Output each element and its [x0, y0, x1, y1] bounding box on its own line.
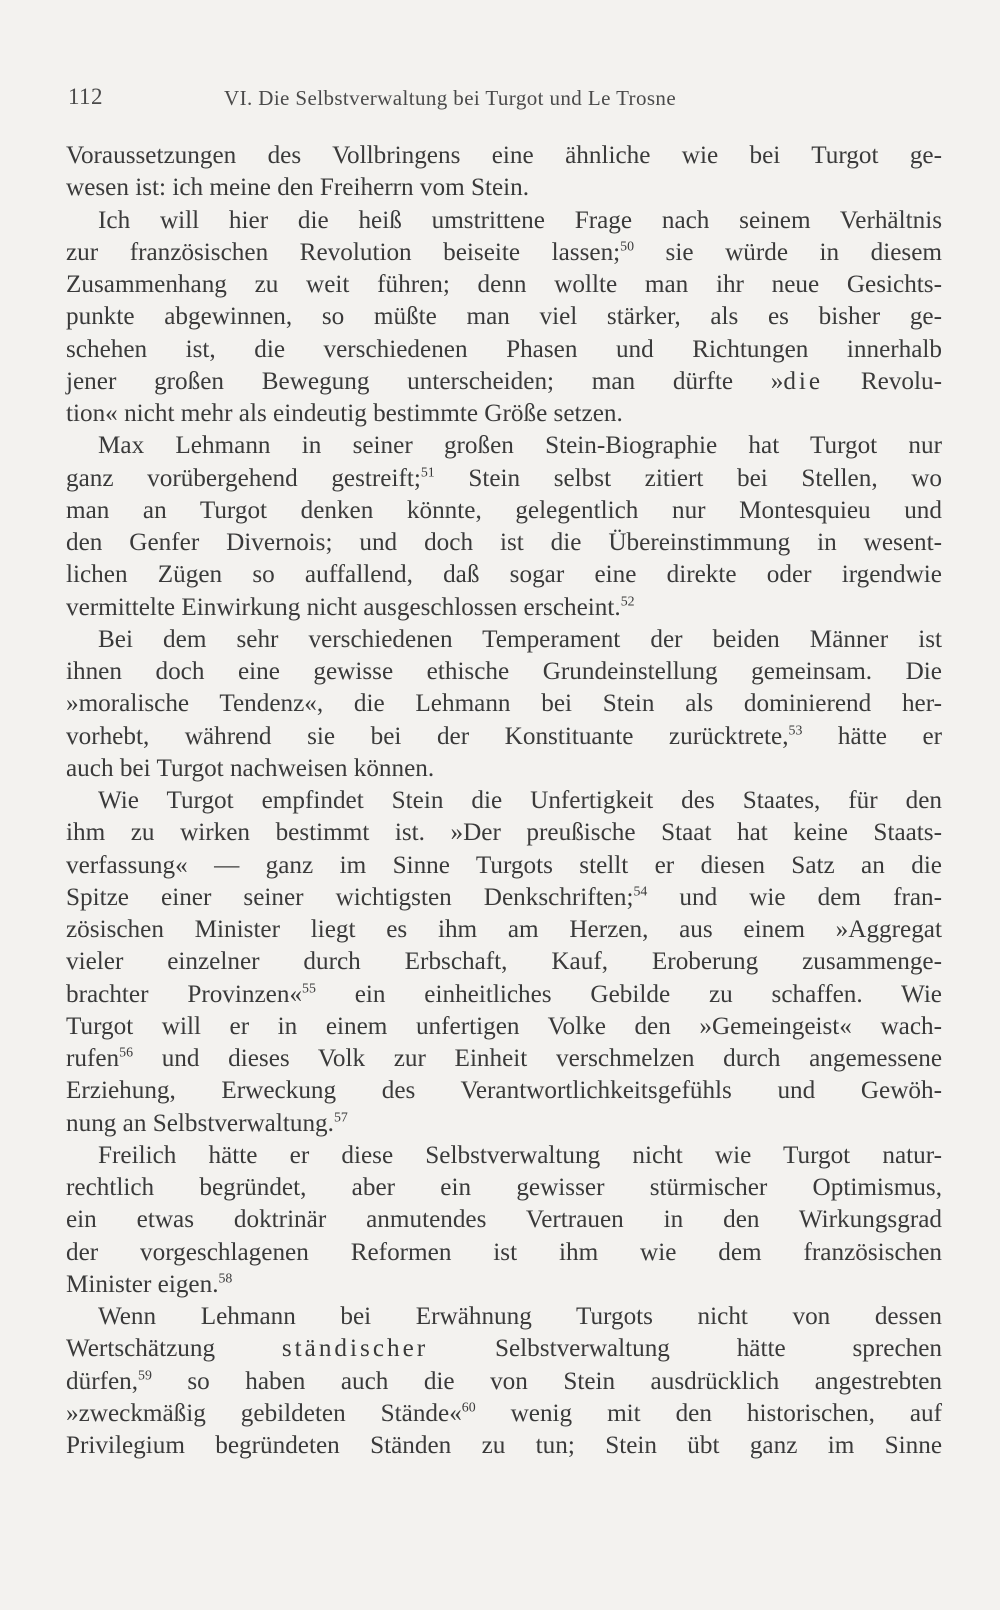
line-text: auch bei Turgot nachweisen können. — [66, 754, 435, 782]
line-text: Zusammenhang zu weit führen; denn wollte man ihr neue Gesichts- — [66, 271, 942, 298]
line-text: ihnen doch eine gewisse ethische Grundeinstellung gemeinsam. Die — [66, 658, 942, 685]
line-text: Wie Turgot empfindet Stein die Unfertigkeit des Staates, für den — [98, 787, 942, 814]
text-line — [66, 430, 942, 462]
footnote-ref: 58 — [218, 1270, 233, 1286]
line-text: ihm zu wirken bestimmt ist. »Der preußische Staat hat keine Staats- — [66, 819, 942, 847]
line-text: wesen ist: ich meine den Freiherrn vom Stein. — [66, 174, 530, 202]
line-text: sie würde in diesem — [634, 238, 942, 266]
text-line — [66, 753, 942, 785]
line-text: zösischen Minister liegt es ihm am Herzen, aus einem »Aggregat — [66, 916, 942, 943]
text-line — [66, 398, 942, 430]
line-text: den Genfer Divernois; und doch ist die Übereinstimmung in wesent- — [66, 529, 942, 556]
text-line — [66, 237, 942, 269]
text-line — [66, 269, 942, 301]
text-line — [66, 1108, 942, 1140]
line-text: Spitze einer seiner wichtigsten Denkschriften; — [66, 883, 634, 911]
text-line — [66, 1204, 942, 1236]
footnote-ref: 51 — [420, 463, 435, 479]
line-text: Minister eigen. — [66, 1270, 219, 1298]
line-text: und wie dem fran- — [647, 883, 943, 911]
text-line — [66, 882, 942, 914]
line-text: »moralische Tendenz«, die Lehmann bei Stein als dominierend her- — [66, 690, 942, 718]
line-text: wenig mit den historischen, auf — [475, 1399, 942, 1427]
line-text: Privilegium begründeten Ständen zu tun; Stein übt ganz im Sinne — [66, 1432, 942, 1459]
text-line — [66, 172, 942, 204]
line-text: verfassung« — ganz im Sinne Turgots stellt er diesen Satz an die — [66, 851, 942, 879]
line-text: Bei dem sehr verschiedenen Temperament der beiden Männer ist — [98, 625, 942, 653]
text-line — [66, 624, 942, 656]
text-line — [66, 301, 942, 333]
text-line — [66, 205, 942, 237]
line-text: ein etwas doktrinär anmutendes Vertrauen in den Wirkungsgrad — [66, 1206, 942, 1234]
text-line — [66, 946, 942, 978]
footnote-ref: 53 — [788, 721, 803, 737]
text-line — [66, 1011, 942, 1043]
line-text: Max Lehmann in seiner großen Stein-Biographie hat Turgot nur — [98, 432, 942, 460]
text-line — [66, 979, 942, 1011]
line-text: Wertschätzung — [66, 1335, 282, 1363]
text-line — [66, 592, 942, 624]
text-line — [66, 1237, 942, 1269]
text-line — [66, 1430, 942, 1462]
line-text: vermittelte Einwirkung nicht ausgeschlossen erscheint. — [66, 593, 621, 621]
running-title: VI. Die Selbstverwaltung bei Turgot und Le Trosne — [224, 86, 677, 110]
line-text: ganz vorübergehend gestreift; — [66, 464, 421, 492]
text-line — [66, 688, 942, 720]
line-text: Wenn Lehmann bei Erwähnung Turgots nicht von dessen — [98, 1303, 942, 1330]
page-number: 112 — [68, 84, 103, 109]
footnote-ref: 59 — [138, 1366, 152, 1382]
text-line — [66, 1269, 942, 1301]
line-text: rufen — [66, 1045, 120, 1072]
footnote-ref: 57 — [333, 1108, 348, 1124]
text-line — [66, 1366, 942, 1398]
text-line — [66, 559, 942, 591]
line-text: vorhebt, während sie bei der Konstituante zurücktrete, — [66, 722, 789, 750]
line-text: so haben auch die von Stein ausdrücklich angestrebten — [151, 1367, 942, 1395]
text-line — [66, 656, 942, 688]
line-text: Turgot will er in einem unfertigen Volke den »Gemeingeist« wach- — [66, 1012, 942, 1040]
line-text: der vorgeschlagenen Reformen ist ihm wie dem französischen — [66, 1238, 942, 1266]
line-text: Freilich hätte er diese Selbstverwaltung nicht wie Turgot natur- — [98, 1141, 942, 1169]
line-text: tion« nicht mehr als eindeutig bestimmte Größe setzen. — [66, 400, 623, 427]
line-text: Voraussetzungen des Vollbringens eine ähnliche wie bei Turgot ge- — [66, 142, 942, 169]
text-line — [66, 817, 942, 849]
footnote-ref: 50 — [620, 238, 635, 254]
text-line — [66, 1398, 942, 1430]
footnote-ref: 55 — [302, 979, 316, 995]
line-text: und dieses Volk zur Einheit verschmelzen durch angemessene — [133, 1045, 942, 1072]
text-line — [66, 140, 942, 172]
line-text: vieler einzelner durch Erbschaft, Kauf, Eroberung zusammenge- — [66, 948, 942, 976]
line-text: jener großen Bewegung unterscheiden; man dürfte » — [66, 367, 784, 395]
text-line — [66, 1043, 942, 1075]
text-line — [66, 785, 942, 817]
line-text: ein einheitliches Gebilde zu schaffen. Wie — [315, 980, 942, 1008]
line-text: lichen Zügen so auffallend, daß sogar eine direkte oder irgendwie — [66, 561, 942, 589]
line-text: schehen ist, die verschiedenen Phasen und Richtungen innerhalb — [66, 335, 942, 363]
body-text — [66, 140, 942, 1462]
line-text: hätte er — [802, 722, 943, 750]
text-line — [66, 366, 942, 398]
line-text: dürfen, — [66, 1367, 139, 1395]
text-line — [66, 721, 942, 753]
text-line — [66, 527, 942, 559]
line-text: punkte abgewinnen, so müßte man viel stärker, als es bisher ge- — [66, 303, 942, 331]
text-line — [66, 1333, 942, 1365]
text-line — [66, 1172, 942, 1204]
line-text: man an Turgot denken könnte, gelegentlich nur Montesquieu und — [66, 496, 942, 524]
text-line — [66, 1075, 942, 1107]
line-text: nung an Selbstverwaltung. — [66, 1109, 334, 1137]
footnote-ref: 54 — [633, 883, 648, 899]
text-line — [66, 495, 942, 527]
text-line — [66, 850, 942, 882]
footnote-ref: 52 — [620, 592, 635, 608]
line-text: »zweckmäßig gebildeten Stände« — [66, 1399, 462, 1427]
text-line — [66, 334, 942, 366]
text-line — [66, 1140, 942, 1172]
line-text: Erziehung, Erweckung des Verantwortlichkeitsgefühls und Gewöh- — [66, 1077, 942, 1105]
text-line — [66, 914, 942, 946]
line-text: Revolu- — [823, 367, 942, 395]
line-text: rechtlich begründet, aber ein gewisser stürmischer Optimismus, — [66, 1174, 942, 1201]
line-text: Selbstverwaltung hätte sprechen — [428, 1335, 942, 1363]
text-line — [66, 1301, 942, 1333]
footnote-ref: 60 — [461, 1399, 476, 1415]
line-text: Stein selbst zitiert bei Stellen, wo — [434, 464, 942, 492]
line-text: zur französischen Revolution beiseite lassen; — [66, 238, 621, 266]
text-line — [66, 463, 942, 495]
line-text: brachter Provinzen« — [66, 980, 303, 1008]
spaced-emphasis: die — [783, 367, 824, 395]
line-text: Ich will hier die heiß umstrittene Frage nach seinem Verhältnis — [98, 206, 942, 234]
spaced-emphasis: ständischer — [281, 1335, 429, 1363]
footnote-ref: 56 — [119, 1044, 134, 1060]
